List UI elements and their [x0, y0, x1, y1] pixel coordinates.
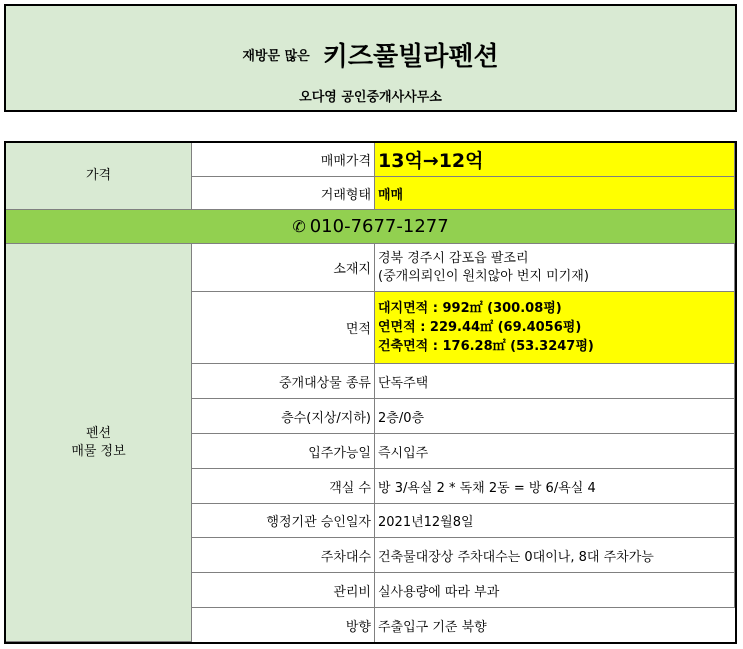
listing-table [4, 141, 737, 644]
rooms-label-cell [192, 469, 375, 504]
type-value: 단독주택 [378, 375, 429, 391]
deal-type-value: 매매 [378, 187, 404, 203]
phone-bar[interactable] [6, 210, 735, 244]
area-cell [375, 292, 735, 364]
deal-type-label-cell [192, 177, 375, 210]
info-category-cell [6, 244, 192, 642]
deal-type-cell [375, 177, 735, 210]
direction-cell [375, 608, 735, 642]
page-title: 키즈풀빌라펜션 [322, 42, 499, 72]
phone-icon: ✆ [292, 217, 306, 236]
type-cell [375, 364, 735, 399]
area-building: 건축면적 : 176.28㎡ (53.3247평) [378, 339, 594, 354]
rooms-value: 방 3/욕실 2 * 독채 2동 = 방 6/욕실 4 [378, 480, 596, 496]
type-label-cell [192, 364, 375, 399]
direction-label-cell [192, 608, 375, 642]
fee-label: 관리비 [333, 584, 371, 600]
sale-price-label-cell [192, 143, 375, 177]
parking-label: 주차대수 [320, 549, 371, 565]
parking-label-cell [192, 538, 375, 573]
agency-name: 오다영 공인중개사사무소 [299, 90, 442, 105]
rooms-cell [375, 469, 735, 504]
title-prefix: 재방문 많은 [242, 49, 310, 64]
direction-value: 주출입구 기준 북향 [378, 619, 487, 635]
approval-value: 2021년12월8일 [378, 515, 474, 530]
phone-number[interactable]: 010-7677-1277 [309, 216, 449, 237]
area-label: 면적 [345, 322, 371, 337]
info-category-line1: 펜션 [85, 425, 112, 441]
location-label-cell [192, 244, 375, 292]
info-category-line2: 매물 정보 [71, 443, 126, 459]
floors-label-cell [192, 399, 375, 434]
title-line [6, 36, 735, 73]
move-in-label-cell [192, 434, 375, 469]
location-line1: 경북 경주시 감포읍 팔조리 [378, 250, 529, 266]
move-in-cell [375, 434, 735, 469]
move-in-label: 입주가능일 [308, 445, 371, 461]
parking-cell [375, 538, 735, 573]
sale-price-value: 13억→12억 [378, 150, 484, 172]
area-label-cell [192, 292, 375, 364]
parking-value: 건축물대장상 주차대수는 0대이나, 8대 주차가능 [378, 549, 654, 565]
sale-price-cell [375, 143, 735, 177]
move-in-value: 즉시입주 [378, 445, 429, 461]
floors-value: 2층/0층 [378, 410, 425, 426]
fee-value: 실사용량에 따라 부과 [378, 584, 500, 600]
type-label: 중개대상물 종류 [278, 375, 371, 391]
sale-price-label: 매매가격 [320, 154, 371, 169]
approval-label: 행정기관 승인일자 [266, 515, 371, 530]
price-category-cell [6, 143, 192, 210]
fee-cell [375, 573, 735, 608]
fee-label-cell [192, 573, 375, 608]
location-label: 소재지 [333, 262, 371, 277]
price-category: 가격 [85, 168, 112, 183]
area-floor: 연면적 : 229.44㎡ (69.4056평) [378, 320, 582, 335]
area-land: 대지면적 : 992㎡ (300.08평) [378, 301, 562, 316]
approval-label-cell [192, 504, 375, 538]
direction-label: 방향 [345, 619, 371, 635]
rooms-label: 객실 수 [329, 480, 371, 496]
location-cell [375, 244, 735, 292]
deal-type-label: 거래형태 [320, 187, 371, 203]
listing-header [4, 4, 737, 112]
floors-label: 층수(지상/지하) [281, 410, 371, 426]
location-line2: (중개의뢰인이 원치않아 번지 미기재) [378, 268, 589, 284]
approval-cell [375, 504, 735, 538]
floors-cell [375, 399, 735, 434]
